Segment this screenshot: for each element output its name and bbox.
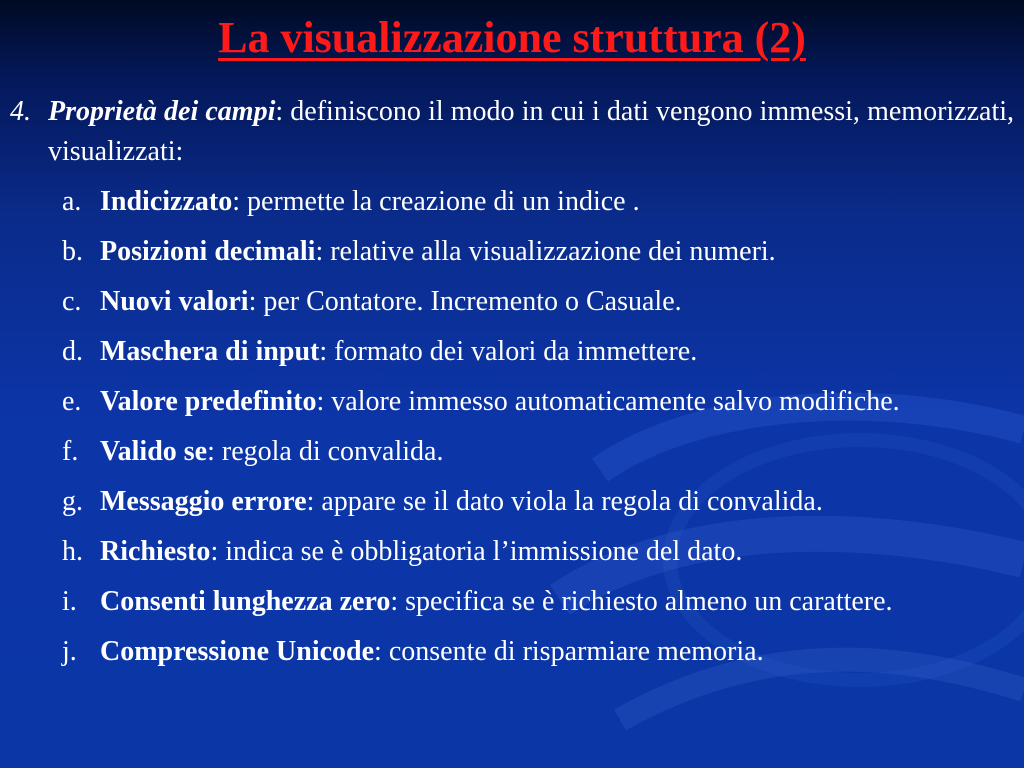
list-item bbox=[62, 532, 1014, 572]
list-item-term: Richiesto bbox=[100, 536, 211, 567]
list-item bbox=[62, 432, 1014, 472]
list-item-body bbox=[100, 282, 1014, 322]
list-item-term: Consenti lunghezza zero bbox=[100, 586, 391, 617]
list-item-text: : relative alla visualizzazione dei numeri. bbox=[315, 236, 776, 267]
list-marker: e. bbox=[62, 386, 82, 417]
list-marker: j. bbox=[62, 636, 77, 667]
list-marker: g. bbox=[62, 486, 83, 517]
list-item-term: Compressione Unicode bbox=[100, 636, 375, 667]
list-item-text: : formato dei valori da immettere. bbox=[319, 336, 698, 367]
main-point bbox=[10, 92, 1014, 172]
main-point-label: Proprietà dei campi bbox=[48, 96, 276, 127]
list-item-text: : specifica se è richiesto almeno un carattere. bbox=[390, 586, 893, 617]
main-point-text: : definiscono il modo in cui i dati vengono immessi, memorizzati, visualizzati: bbox=[48, 96, 1015, 167]
list-item bbox=[62, 332, 1014, 372]
list-item-text: : per Contatore. Incremento o Casuale. bbox=[248, 286, 682, 317]
list-item bbox=[62, 582, 1014, 622]
list-item-term: Indicizzato bbox=[100, 186, 233, 217]
properties-list bbox=[10, 182, 1014, 672]
list-item bbox=[62, 382, 1014, 422]
list-marker: a. bbox=[62, 186, 82, 217]
list-item-body bbox=[100, 332, 1014, 372]
list-item bbox=[62, 232, 1014, 272]
list-item-body bbox=[100, 582, 1014, 622]
list-marker: d. bbox=[62, 336, 83, 367]
list-item bbox=[62, 482, 1014, 522]
list-item-term: Messaggio errore bbox=[100, 486, 307, 517]
list-item-body bbox=[100, 632, 1014, 672]
list-item-text: : permette la creazione di un indice . bbox=[232, 186, 640, 217]
list-item-term: Nuovi valori bbox=[100, 286, 249, 317]
list-item-term: Maschera di input bbox=[100, 336, 320, 367]
slide-title: La visualizzazione struttura (2) bbox=[218, 13, 806, 62]
list-item-text: : consente di risparmiare memoria. bbox=[374, 636, 764, 667]
list-item-term: Posizioni decimali bbox=[100, 236, 316, 267]
list-item-term: Valore predefinito bbox=[100, 386, 317, 417]
list-item bbox=[62, 282, 1014, 322]
list-item-body bbox=[100, 432, 1014, 472]
list-marker: i. bbox=[62, 586, 77, 617]
list-item-body bbox=[100, 382, 1014, 422]
main-point-number: 4. bbox=[10, 96, 31, 127]
list-item-body bbox=[100, 182, 1014, 222]
list-item bbox=[62, 632, 1014, 672]
list-item-term: Valido se bbox=[100, 436, 208, 467]
slide-content bbox=[10, 92, 1014, 682]
list-item-body bbox=[100, 532, 1014, 572]
list-item-text: : valore immesso automaticamente salvo modifiche. bbox=[316, 386, 900, 417]
list-item bbox=[62, 182, 1014, 222]
main-point-body bbox=[48, 92, 1014, 172]
list-marker: h. bbox=[62, 536, 83, 567]
list-marker: c. bbox=[62, 286, 82, 317]
list-item-text: : indica se è obbligatoria l’immissione del dato. bbox=[210, 536, 743, 567]
list-item-body bbox=[100, 482, 1014, 522]
list-item-text: : regola di convalida. bbox=[207, 436, 444, 467]
list-marker: b. bbox=[62, 236, 83, 267]
list-item-text: : appare se il dato viola la regola di convalida. bbox=[306, 486, 823, 517]
list-marker: f. bbox=[62, 436, 79, 467]
list-item-body bbox=[100, 232, 1014, 272]
